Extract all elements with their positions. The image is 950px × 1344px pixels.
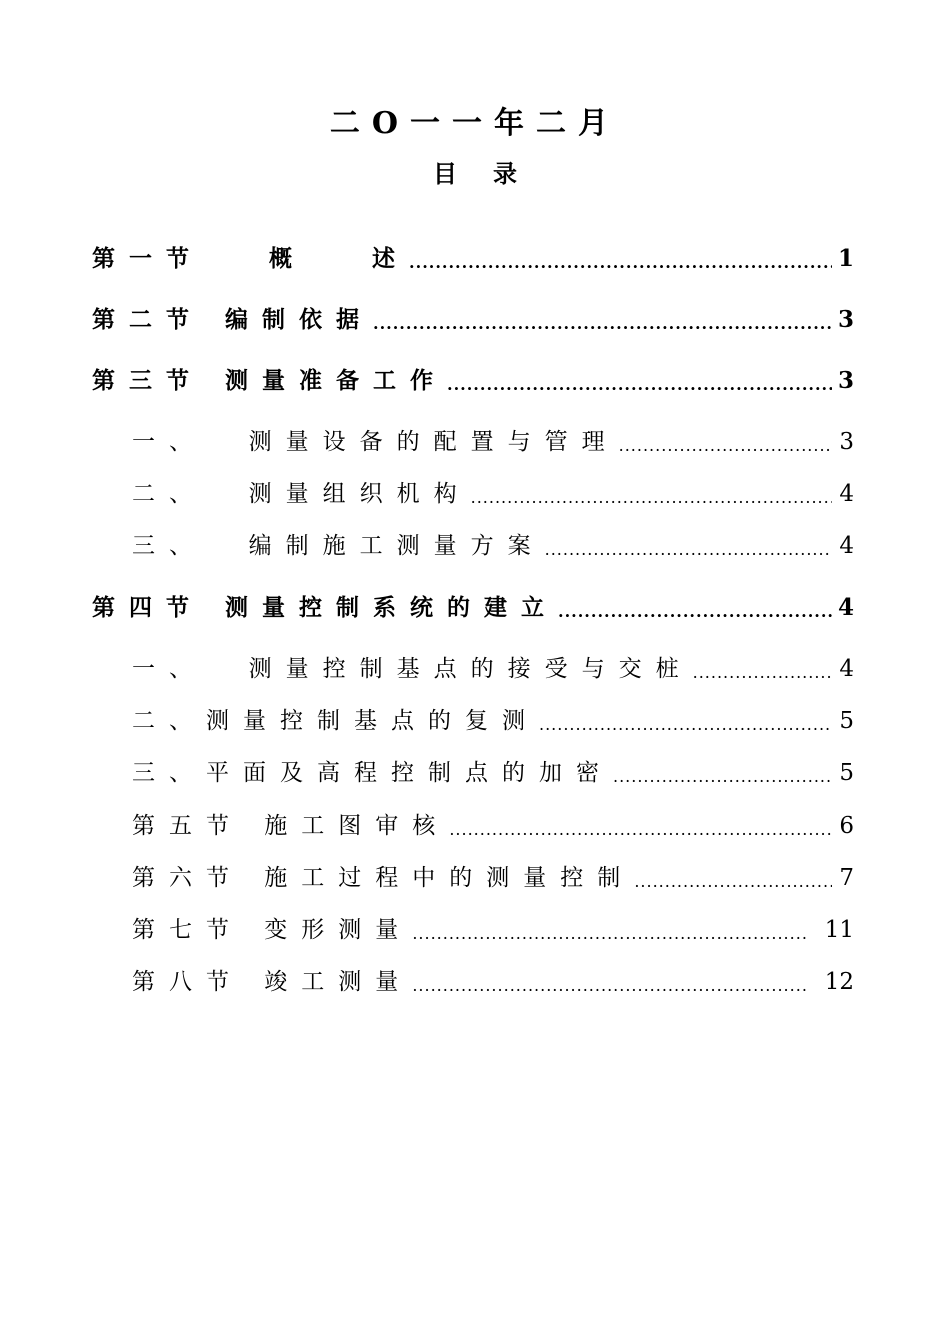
toc-page-number: 3 [839, 429, 854, 455]
toc-page-number: 5 [839, 760, 854, 786]
toc-page-number: 1 [837, 245, 854, 272]
toc-entry-section-8[interactable] [132, 965, 854, 999]
toc-entry-label: 一、 测量设备的配置与管理 [132, 429, 619, 455]
toc-page-number: 5 [839, 708, 854, 734]
toc-entry-label: 一、 测量控制基点的接受与交桩 [132, 656, 693, 682]
toc-leader-dots [412, 973, 806, 999]
toc-entry-label: 第二节 编制依据 [92, 306, 374, 333]
toc-entry-label: 第五节 施工图审核 [132, 813, 450, 839]
toc-entry-section-3[interactable] [92, 364, 854, 398]
toc-entry-label: 第一节 概 述 [92, 245, 410, 272]
toc-leader-dots [634, 869, 832, 895]
toc-leader-dots [693, 660, 832, 686]
toc-entry-label: 二、测量控制基点的复测 [132, 708, 539, 734]
toc-entry-label: 三、平面及高程控制点的加密 [132, 760, 613, 786]
toc-entry-section-6[interactable] [132, 861, 854, 895]
toc-entry-label: 第七节 变形测量 [132, 917, 413, 943]
toc-entry-4-1[interactable] [132, 652, 854, 686]
toc-leader-dots [613, 764, 832, 790]
toc-title: 目录 [433, 159, 553, 188]
toc-leader-dots [471, 485, 832, 511]
toc-leader-dots [447, 372, 832, 398]
toc-entry-section-2[interactable] [92, 303, 854, 337]
toc-entry-4-2[interactable] [132, 704, 854, 738]
toc-leader-dots [412, 921, 806, 947]
toc-entry-label: 第三节 测量准备工作 [92, 367, 448, 394]
toc-entry-label: 二、 测量组织机构 [132, 481, 471, 507]
toc-leader-dots [539, 712, 832, 738]
toc-entry-label: 三、 编制施工测量方案 [132, 533, 545, 559]
toc-leader-dots [373, 311, 832, 337]
toc-entry-section-5[interactable] [132, 809, 854, 843]
toc-leader-dots [409, 250, 832, 276]
toc-entry-3-2[interactable] [132, 477, 854, 511]
toc-entry-label: 第八节 竣工测量 [132, 969, 413, 995]
toc-page-number: 3 [837, 306, 854, 333]
toc-leader-dots [545, 537, 832, 563]
toc-leader-dots [449, 817, 832, 843]
toc-entry-3-3[interactable] [132, 529, 854, 563]
toc-leader-dots [619, 433, 832, 459]
toc-leader-dots [558, 599, 832, 625]
toc-page-number: 4 [837, 594, 854, 621]
document-date: 二O一一年二月 [329, 106, 621, 141]
toc-page-number: 4 [839, 533, 854, 559]
toc-page-number: 4 [839, 481, 854, 507]
toc-entry-3-1[interactable] [132, 425, 854, 459]
toc-page-number: 6 [839, 813, 854, 839]
toc-entry-label: 第六节 施工过程中的测量控制 [132, 865, 635, 891]
toc-entry-section-1[interactable] [92, 242, 854, 276]
toc-entry-4-3[interactable] [132, 756, 854, 790]
toc-page-number: 7 [839, 865, 854, 891]
toc-page-number: 11 [824, 917, 854, 943]
toc-entry-label: 第四节 测量控制系统的建立 [92, 594, 559, 621]
toc-page-number: 3 [837, 367, 854, 394]
toc-page-number: 12 [824, 969, 854, 995]
toc-page-number: 4 [839, 656, 854, 682]
toc-entry-section-7[interactable] [132, 913, 854, 947]
toc-entry-section-4[interactable] [92, 591, 854, 625]
